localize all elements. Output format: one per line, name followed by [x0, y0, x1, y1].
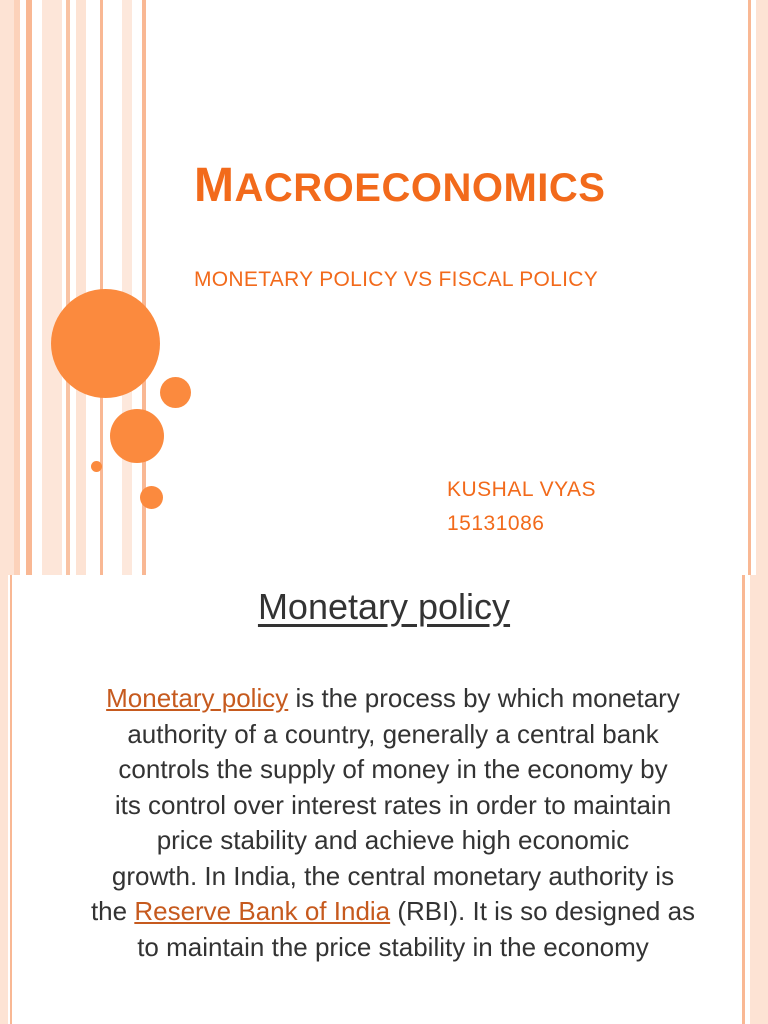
author-block [447, 473, 596, 541]
monetary-policy-link[interactable]: Monetary policy [106, 683, 289, 713]
paragraph-line [18, 681, 768, 717]
paragraph-line: price stability and achieve high economic [156, 825, 630, 855]
decor-stripe [42, 0, 62, 575]
slide-title [194, 158, 605, 213]
slide-subtitle: MONETARY POLICY VS FISCAL POLICY [194, 268, 599, 291]
decor-stripe [14, 0, 20, 575]
line-text: the [90, 896, 135, 926]
line-text: (RBI). It is so designed as [390, 896, 696, 926]
paragraph-line: its control over interest rates in order to maintain [114, 789, 672, 820]
content-paragraph [18, 681, 768, 965]
rbi-link[interactable]: Reserve Bank of India [134, 896, 391, 926]
line-text: is the process by which monetary [288, 683, 680, 713]
decor-stripe [100, 0, 103, 575]
decor-circle [160, 377, 191, 408]
content-title: Monetary policy [257, 586, 511, 627]
paragraph-line: to maintain the price stability in the economy [137, 931, 649, 962]
paragraph-line: controls the supply of money in the economy by [118, 754, 668, 784]
decor-stripe [748, 0, 751, 575]
decor-circle [110, 409, 164, 463]
paragraph-line [18, 894, 768, 930]
author-id: 15131086 [447, 512, 545, 535]
decor-circle [51, 289, 160, 398]
paragraph-line: authority of a country, generally a central bank [127, 718, 659, 749]
decor-stripe [0, 0, 14, 575]
decor-stripe [76, 0, 86, 575]
decor-stripe [66, 0, 70, 575]
decor-stripe [122, 0, 132, 575]
paragraph-line: growth. In India, the central monetary authority is [111, 860, 675, 891]
author-name: KUSHAL VYAS [447, 478, 597, 501]
decor-circle [91, 461, 102, 472]
decor-circle [140, 486, 163, 509]
decor-stripe [10, 575, 12, 1024]
decor-stripe [26, 0, 32, 575]
title-rest: ACROECONOMICS [234, 166, 606, 210]
title-initial: M [194, 159, 235, 212]
decor-stripe [0, 575, 8, 1024]
decor-stripe [756, 0, 768, 575]
